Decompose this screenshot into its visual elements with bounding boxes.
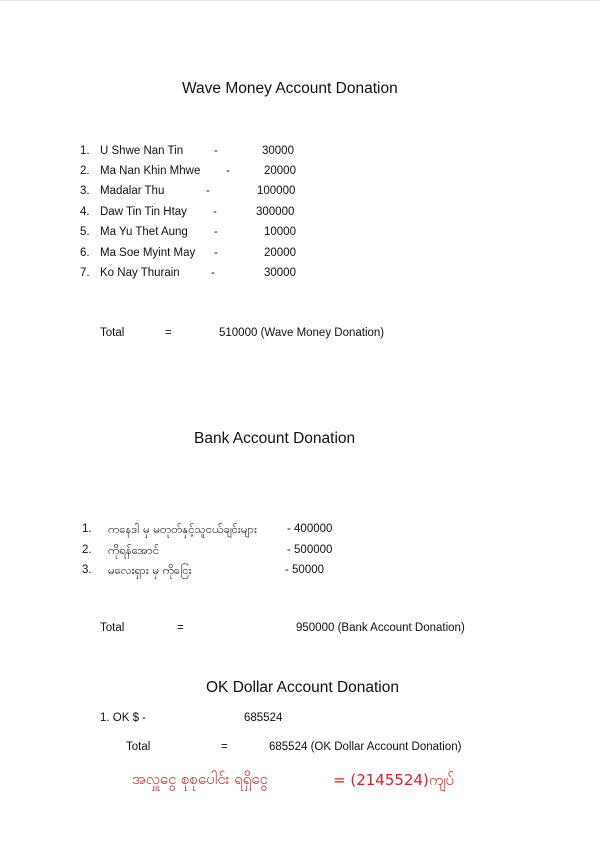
donor-name: ကနေဒါ မှ မတုတ်နှင့်သူငယ်ချင်းများ <box>108 522 257 536</box>
item-dash: - <box>213 206 217 218</box>
donation-amount: - 50000 <box>285 564 325 576</box>
total-equals: = <box>165 327 172 339</box>
item-dash: - <box>214 247 218 259</box>
donor-name: မလေးရှား မှ ကိုငြေး <box>108 563 192 577</box>
donation-amount: 300000 <box>256 206 295 218</box>
total-label: Total <box>100 622 125 634</box>
donation-amount: 20000 <box>264 247 296 259</box>
donation-amount: 10000 <box>264 226 296 238</box>
total-equals: = <box>221 741 228 753</box>
item-number: 3. <box>80 185 90 197</box>
donor-name: ကိုရန်အောင် <box>108 543 160 557</box>
total-value: 950000 (Bank Account Donation) <box>296 622 465 634</box>
total-value: 510000 (Wave Money Donation) <box>219 327 385 339</box>
item-number: 6. <box>80 247 90 259</box>
item-dash: - <box>214 145 218 157</box>
donation-amount: 30000 <box>264 267 296 279</box>
total-value: 685524 (OK Dollar Account Donation) <box>269 741 462 753</box>
ok-section-title: OK Dollar Account Donation <box>206 679 399 696</box>
donor-name: Ma Soe Myint May <box>100 247 196 259</box>
total-label: Total <box>126 741 151 753</box>
donor-name: U Shwe Nan Tin <box>100 145 184 157</box>
wave-section-title: Wave Money Account Donation <box>182 80 398 97</box>
donor-name: Ko Nay Thurain <box>100 267 180 279</box>
item-number: 2. <box>80 165 90 177</box>
top-border <box>0 0 600 1</box>
donor-name: Madalar Thu <box>100 185 165 197</box>
item-number: 2. <box>82 544 92 556</box>
donor-name: Ma Yu Thet Aung <box>100 226 188 238</box>
item-number: 1. <box>80 145 90 157</box>
donation-amount: - 400000 <box>287 523 333 535</box>
item-dash: - <box>211 267 215 279</box>
donation-amount: 100000 <box>257 185 296 197</box>
item-number: 1. <box>82 523 92 535</box>
grand-total-label: အလှူငွေ စုစုပေါင်း ရရှိငွေ <box>132 770 268 788</box>
item-number: 7. <box>80 267 90 279</box>
donation-amount: 30000 <box>262 145 294 157</box>
donor-name: Daw Tin Tin Htay <box>100 206 187 218</box>
donor-name: Ma Nan Khin Mhwe <box>100 165 201 177</box>
total-label: Total <box>100 327 125 339</box>
grand-total-value: = (2145524)ကျပ် <box>333 771 454 789</box>
bank-section-title: Bank Account Donation <box>194 430 356 447</box>
item-dash: - <box>226 165 230 177</box>
item-number: 4. <box>80 206 90 218</box>
item-number: 3. <box>82 564 92 576</box>
donation-amount: 20000 <box>264 165 296 177</box>
total-equals: = <box>177 622 184 634</box>
item-dash: - <box>206 185 210 197</box>
item-dash: - <box>214 226 218 238</box>
donation-amount: - 500000 <box>287 544 333 556</box>
item-number: 5. <box>80 226 90 238</box>
ok-item-label: 1. OK $ - <box>100 712 147 724</box>
donation-amount: 685524 <box>244 712 283 724</box>
